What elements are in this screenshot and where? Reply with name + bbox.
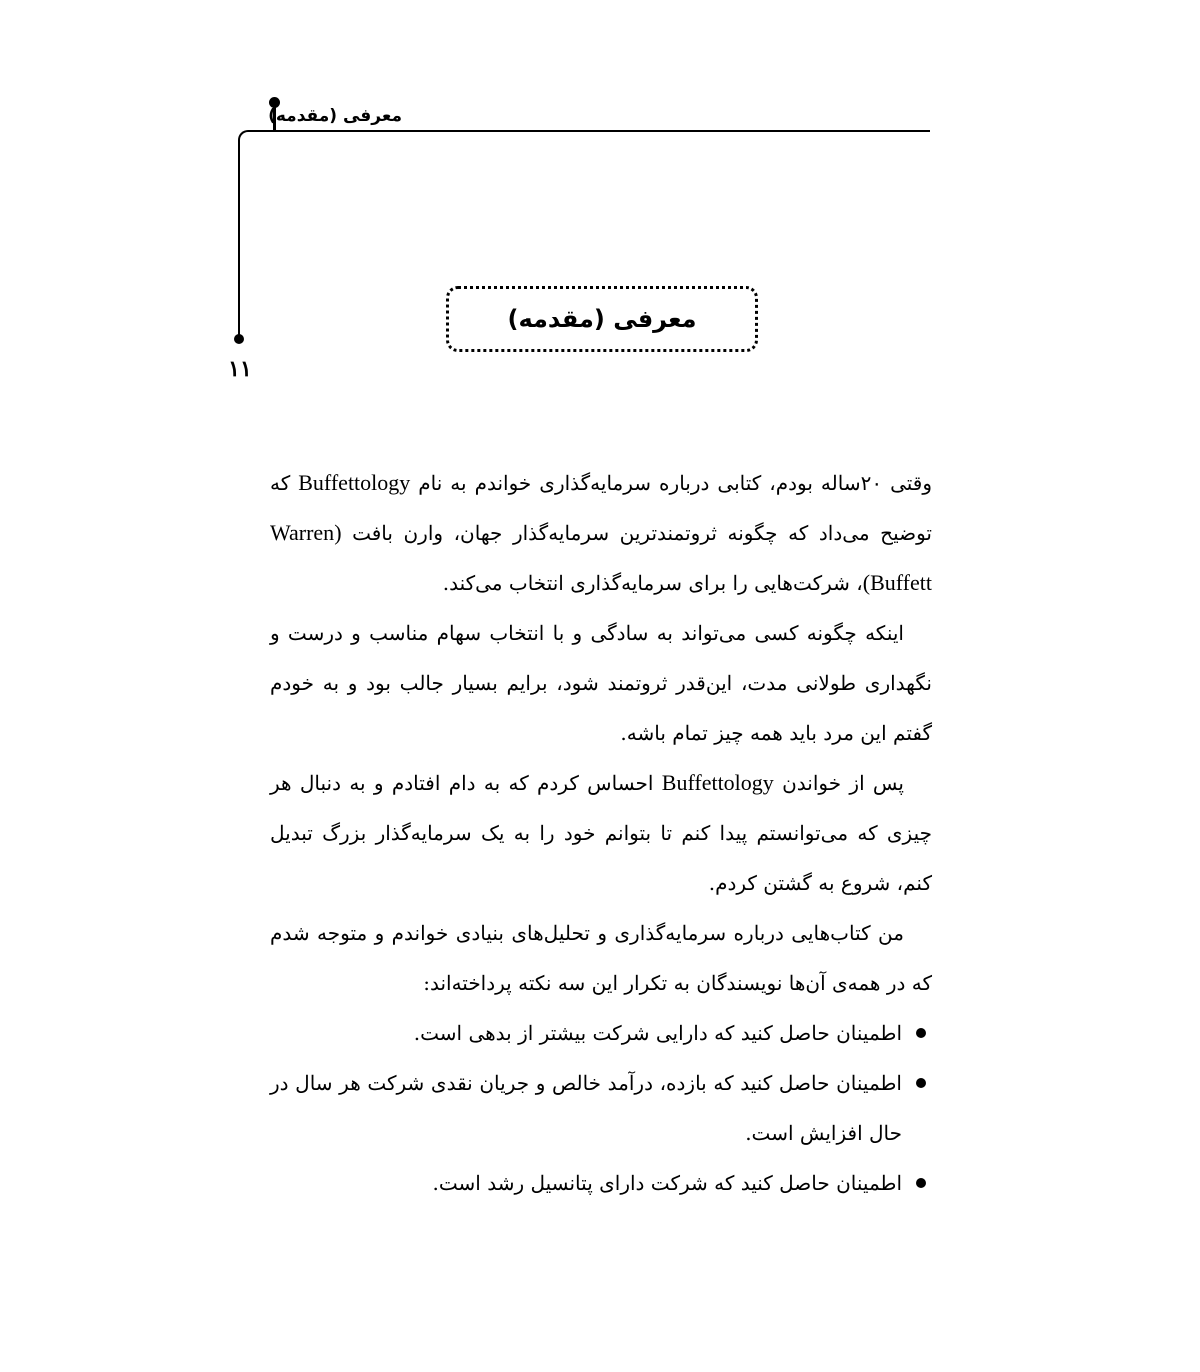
bullet-icon bbox=[916, 1178, 926, 1188]
paragraph-3-part-a: پس از خواندن bbox=[773, 771, 905, 795]
bullet-text: اطمینان حاصل کنید که بازده، درآمد خالص و جریان نقدی شرکت هر سال در حال افزایش است. bbox=[270, 1071, 902, 1145]
paragraph-1-part-c: ، شرکت‌هایی را برای سرمایه‌گذاری انتخاب می‌کند. bbox=[442, 571, 863, 595]
header-rule bbox=[248, 130, 930, 132]
bullet-item bbox=[270, 1058, 932, 1158]
running-header-title: معرفی (مقدمه) bbox=[268, 106, 402, 126]
warren-buffett-name: (Warren Buffett) bbox=[270, 520, 932, 595]
bullet-list bbox=[270, 1008, 932, 1208]
paragraph-1 bbox=[270, 458, 932, 608]
book-title-buffettology: Buffettology bbox=[661, 770, 774, 795]
page-number: ۱۱ bbox=[228, 356, 252, 382]
chapter-title: معرفی (مقدمه) bbox=[507, 305, 697, 333]
bullet-icon bbox=[916, 1028, 926, 1038]
bullet-icon bbox=[916, 1078, 926, 1088]
paragraph-2: اینکه چگونه کسی می‌تواند به سادگی و با انتخاب سهام مناسب و درست و نگهداری طولانی مدت، این‌قدر ثروتمند شود، برایم بسیار جالب بود و به خودم گفتم این مرد باید همه چیز تمام باشه. bbox=[270, 621, 932, 745]
bullet-text: اطمینان حاصل کنید که دارایی شرکت بیشتر از بدهی است. bbox=[413, 1021, 902, 1045]
paragraph-1-part-b: که توضیح می‌داد که چگونه ثروتمندترین سرمایه‌گذار جهان، وارن بافت bbox=[270, 471, 932, 545]
body-text bbox=[270, 458, 932, 1208]
bullet-text: اطمینان حاصل کنید که شرکت دارای پتانسیل رشد است. bbox=[432, 1171, 902, 1195]
paragraph-1-part-a: وقتی ۲۰ساله بودم، کتابی درباره سرمایه‌گذاری خواندم به نام bbox=[410, 471, 933, 495]
paragraph-4: من کتاب‌هایی درباره سرمایه‌گذاری و تحلیل‌های بنیادی خواندم و متوجه شدم که در همه‌ی آن‌ها نویسندگان به تکرار این سه نکته پرداخته‌اند: bbox=[270, 921, 932, 995]
paragraph-3 bbox=[270, 758, 932, 908]
book-title-buffettology: Buffettology bbox=[298, 470, 411, 495]
paragraph-3-part-b: احساس کردم که به دام افتادم و به دنبال هر چیزی که می‌توانستم پیدا کنم تا بتوانم خود را به یک سرمایه‌گذار بزرگ تبدیل کنم، شروع به گشتن کردم. bbox=[270, 771, 932, 895]
chapter-title-box bbox=[446, 286, 758, 352]
bullet-item bbox=[270, 1158, 932, 1208]
side-rule bbox=[238, 140, 240, 338]
side-rule-dot bbox=[234, 334, 244, 344]
bullet-item bbox=[270, 1008, 932, 1058]
